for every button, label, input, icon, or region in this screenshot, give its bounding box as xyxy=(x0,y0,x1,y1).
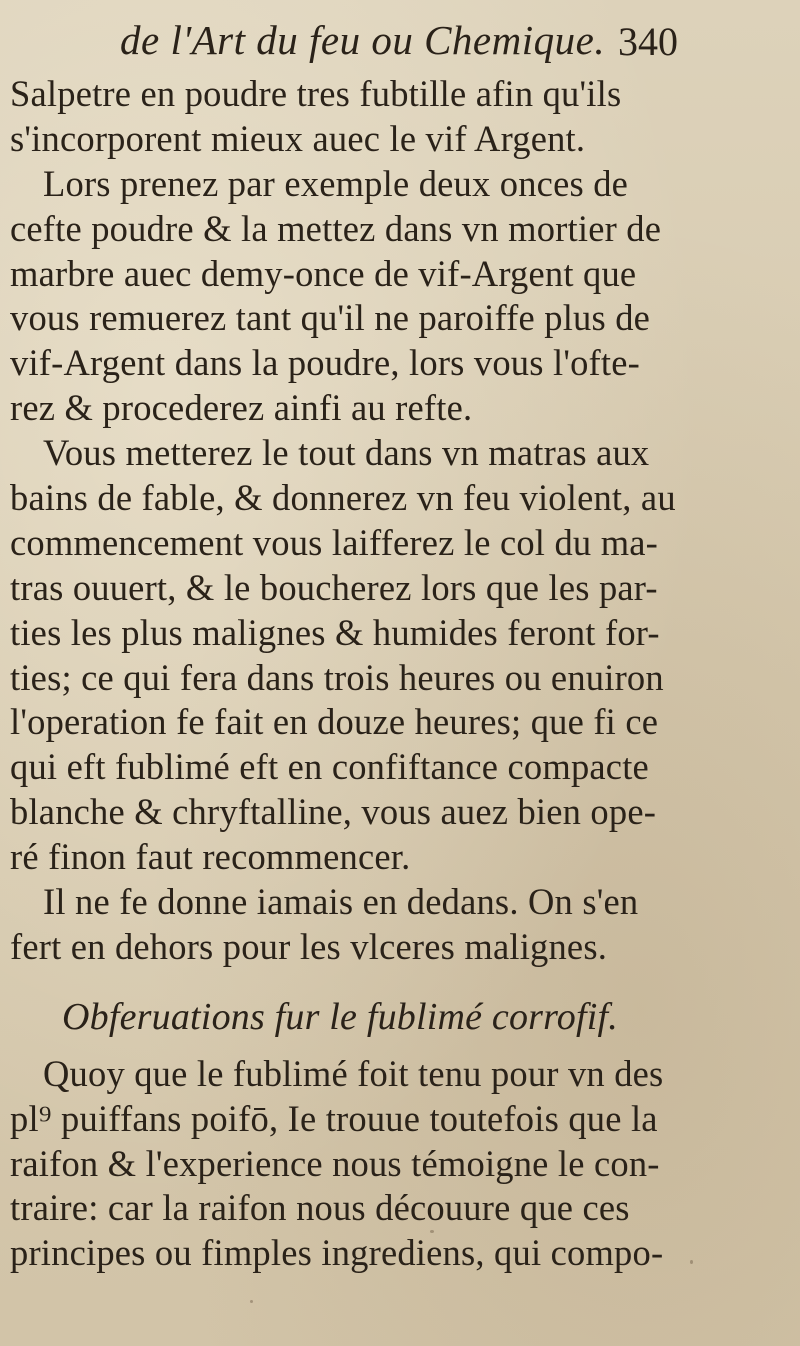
text-line: commencement vous laifferez le col du ma- xyxy=(10,521,659,563)
spacer xyxy=(10,970,790,986)
text-line: l'operation fe fait en douze heures; que fi ce xyxy=(10,701,659,743)
page-number: 340 xyxy=(618,19,678,64)
paragraph-start: Lors prenez par exemple deux onces de xyxy=(43,162,629,204)
text-line: blanche & chryftalline, vous auez bien ope- xyxy=(10,791,657,833)
paragraph-start: Vous metterez le tout dans vn matras aux xyxy=(43,432,650,474)
text-line: ties; ce qui fera dans trois heures ou enuiron xyxy=(10,656,664,698)
text-line: rez & procederez ainfi au refte. xyxy=(10,387,473,429)
text-line: ties les plus malignes & humides feront for- xyxy=(10,611,660,653)
paragraph-start: Il ne fe donne iamais en dedans. On s'en xyxy=(43,881,639,923)
running-title: de l'Art du feu ou Chemique. xyxy=(120,17,606,63)
text-line: tras ouuert, & le boucherez lors que les par- xyxy=(10,566,658,608)
paragraph-start: Quoy que le fublimé foit tenu pour vn des xyxy=(43,1052,664,1094)
text-line: vous remuerez tant qu'il ne paroiffe plus de xyxy=(10,297,651,339)
text-line: principes ou fimples ingrediens, qui compo- xyxy=(10,1232,664,1274)
text-line: pl⁹ puiffans poifō, Ie trouue toutefois que la xyxy=(10,1097,658,1139)
section-heading: Obferuations fur le fublimé corrofif. xyxy=(62,995,618,1038)
paper-speck xyxy=(690,1260,693,1264)
text-line: raifon & l'experience nous témoigne le con- xyxy=(10,1142,660,1184)
text-line: traire: car la raifon nous découure que ces xyxy=(10,1187,630,1229)
paper-speck xyxy=(430,1230,434,1233)
text-line: ré finon faut recommencer. xyxy=(10,836,411,878)
text-line: Salpetre en poudre tres fubtille afin qu'ils xyxy=(10,73,622,114)
page-header xyxy=(0,12,800,68)
text-line: fert en dehors pour les vlceres malignes. xyxy=(10,925,608,967)
paper-speck xyxy=(250,1300,253,1303)
text-line: cefte poudre & la mettez dans vn mortier de xyxy=(10,207,662,249)
text-line: qui eft fublimé eft en confiftance compacte xyxy=(10,746,649,788)
body-text xyxy=(10,72,790,1276)
text-line: bains de fable, & donnerez vn feu violent, au xyxy=(10,477,676,519)
text-line: vif-Argent dans la poudre, lors vous l'ofte- xyxy=(10,342,640,384)
text-line: marbre auec demy-once de vif-Argent que xyxy=(10,252,637,294)
text-line: s'incorporent mieux auec le vif Argent. xyxy=(10,117,586,159)
